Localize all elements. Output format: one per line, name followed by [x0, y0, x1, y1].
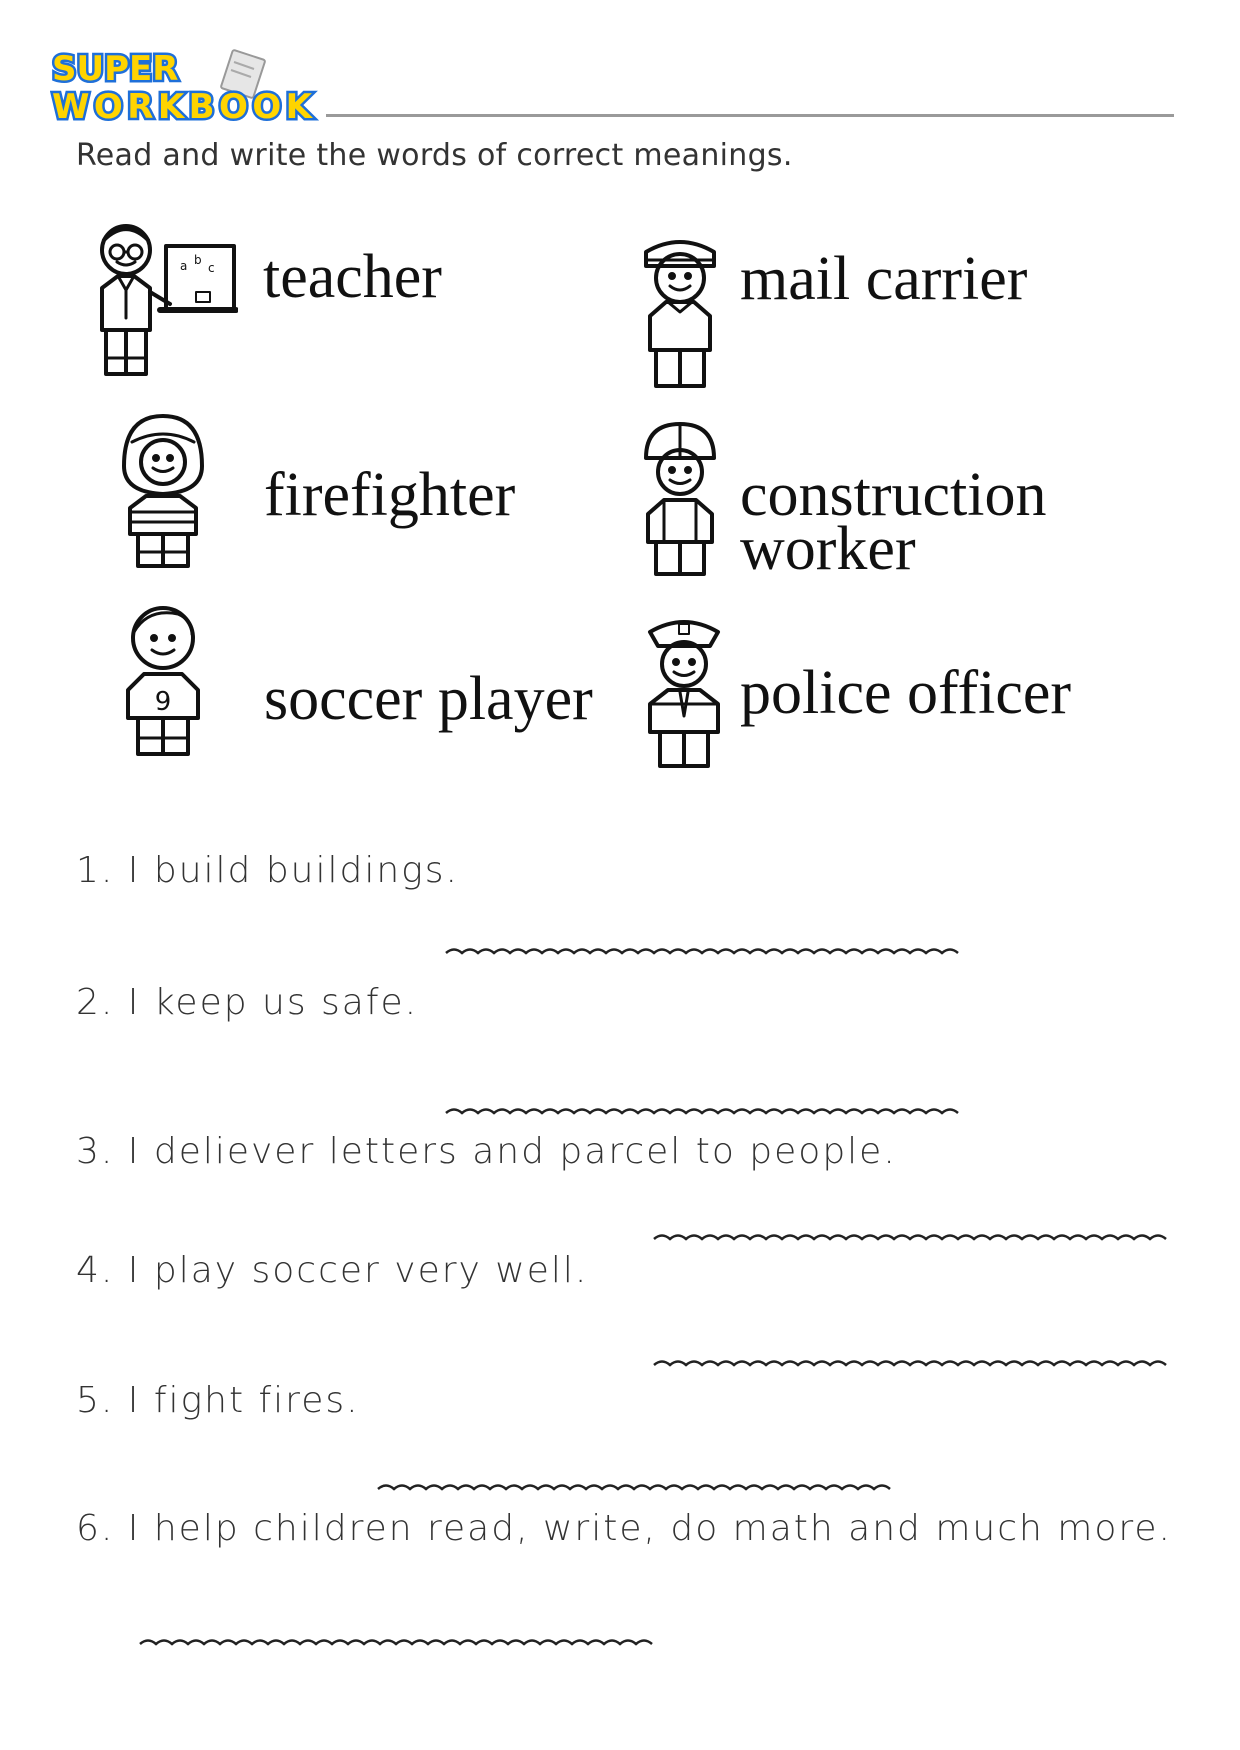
job-construction-worker — [640, 420, 1160, 590]
job-firefighter — [118, 412, 638, 582]
instructions: Read and write the words of correct meanings. — [76, 138, 793, 173]
job-label-line2: worker — [740, 515, 916, 583]
mail-carrier-icon — [640, 232, 720, 392]
firefighter-icon — [118, 412, 208, 572]
super-workbook-logo — [50, 42, 320, 132]
board-letter-c: c — [208, 261, 215, 275]
teacher-icon — [88, 218, 238, 388]
job-label: teacher — [263, 243, 442, 311]
soccer-player-icon — [118, 598, 208, 758]
question-2: 2. I keep us safe. — [76, 982, 419, 1023]
construction-worker-icon — [640, 420, 720, 580]
question-6: 6. I help children read, write, do math and much more. — [76, 1508, 1172, 1549]
question-3: 3. I deliever letters and parcel to people. — [76, 1131, 897, 1172]
job-label: firefighter — [264, 461, 516, 529]
answer-blank-5[interactable] — [376, 1480, 902, 1498]
job-police-officer — [644, 612, 1164, 782]
job-label-line1: construction — [740, 461, 1047, 529]
police-officer-icon — [644, 612, 724, 772]
board-letter-a: a — [180, 259, 188, 273]
job-teacher — [88, 218, 608, 388]
job-mail-carrier — [640, 232, 1160, 402]
answer-blank-3[interactable] — [652, 1230, 1172, 1248]
answer-blank-1[interactable] — [444, 944, 968, 962]
job-soccer-player — [118, 598, 638, 768]
job-label: mail carrier — [740, 245, 1028, 313]
board-letter-b: b — [194, 253, 202, 267]
header-rule — [326, 114, 1174, 117]
answer-blank-6[interactable] — [138, 1635, 664, 1653]
answer-blank-4[interactable] — [652, 1356, 1172, 1374]
brand-line1: SUPER — [52, 49, 179, 89]
job-label: soccer player — [264, 665, 593, 733]
answer-blank-2[interactable] — [444, 1104, 968, 1122]
question-5: 5. I fight fires. — [76, 1380, 360, 1421]
jersey-number: 9 — [154, 687, 172, 717]
question-1: 1. I build buildings. — [76, 850, 459, 891]
brand-line2: WORKBOOK — [52, 87, 312, 127]
job-label: police officer — [740, 659, 1072, 727]
question-4: 4. I play soccer very well. — [76, 1250, 589, 1291]
